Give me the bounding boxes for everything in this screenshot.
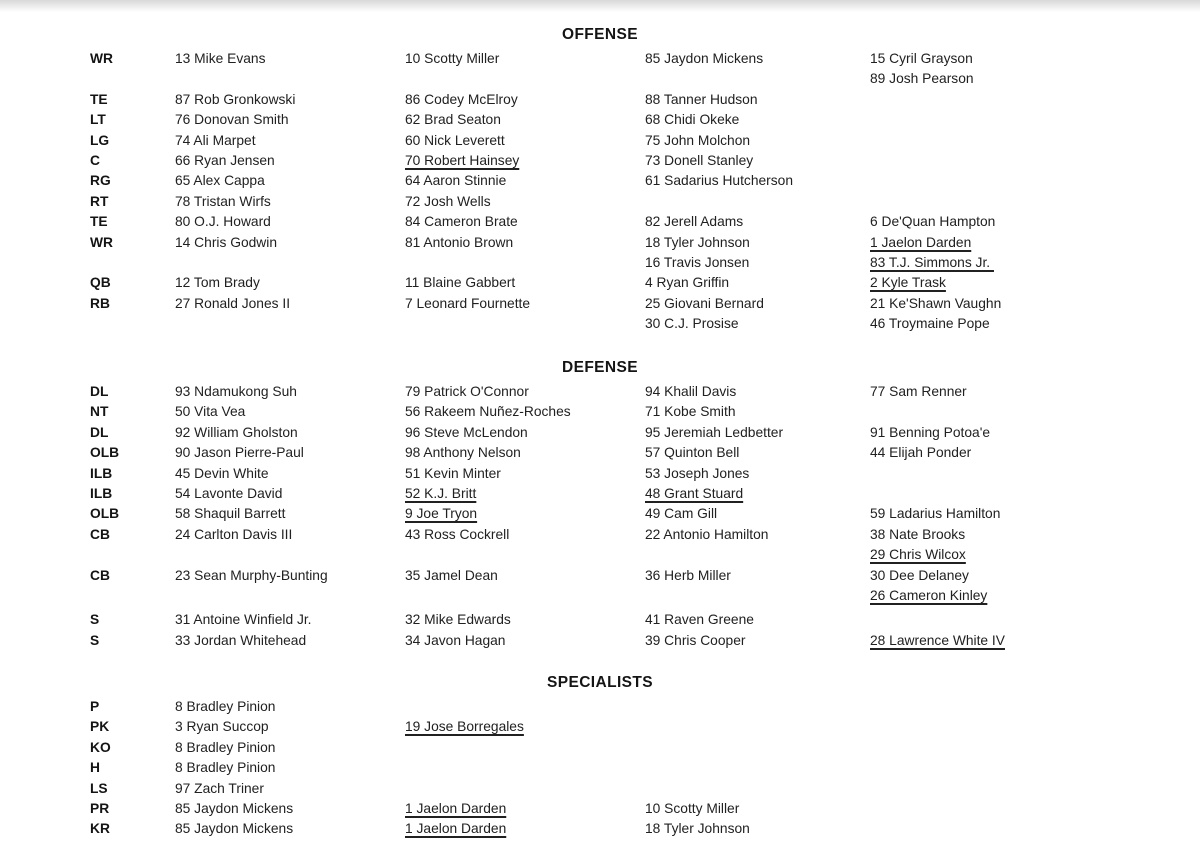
player-entry: 82 Jerell Adams <box>645 214 744 230</box>
player-entry: 35 Jamel Dean <box>405 567 498 583</box>
player-entry-rookie: 2 Kyle Trask <box>870 275 946 291</box>
position-label: ILB <box>90 485 113 501</box>
depth-row <box>0 525 1200 545</box>
player-entry-rookie: 19 Jose Borregales <box>405 719 524 735</box>
player-entry: 93 Ndamukong Suh <box>175 384 297 399</box>
page-top-shadow <box>0 0 1200 12</box>
depth-row <box>0 610 1200 630</box>
player-entry: 77 Sam Renner <box>870 384 967 399</box>
position-label: ILB <box>90 465 113 481</box>
player-entry: 30 C.J. Prosise <box>645 316 739 332</box>
player-entry: 65 Alex Cappa <box>175 173 265 189</box>
player-entry: 13 Mike Evans <box>175 51 266 66</box>
position-label: LT <box>90 112 106 128</box>
player-entry: 73 Donell Stanley <box>645 152 754 168</box>
position-label: DL <box>90 384 109 399</box>
player-entry: 85 Jaydon Mickens <box>645 51 764 66</box>
depth-row <box>0 566 1200 586</box>
position-label: PR <box>90 800 110 816</box>
player-entry: 44 Elijah Ponder <box>870 445 972 461</box>
position-label: RB <box>90 295 110 311</box>
section-title-defense: DEFENSE <box>561 359 638 376</box>
section-specialists <box>0 674 1200 840</box>
depth-row <box>0 717 1200 737</box>
player-entry: 41 Raven Greene <box>645 612 754 628</box>
player-entry: 86 Codey McElroy <box>405 91 518 107</box>
player-entry-rookie: 1 Jaelon Darden <box>870 234 972 250</box>
player-entry-rookie: 1 Jaelon Darden <box>405 800 507 816</box>
depth-row <box>0 631 1200 651</box>
player-entry: 80 O.J. Howard <box>175 214 271 230</box>
position-label: LG <box>90 132 110 148</box>
player-entry: 56 Rakeem Nuñez-Roches <box>405 404 571 420</box>
position-label: WR <box>90 234 113 250</box>
player-entry: 21 Ke'Shawn Vaughn <box>870 295 1002 311</box>
player-entry: 88 Tanner Hudson <box>645 91 758 107</box>
position-label: CB <box>90 567 110 583</box>
position-label: LS <box>90 780 108 796</box>
player-entry: 8 Bradley Pinion <box>175 699 276 714</box>
offense-rows <box>0 49 1200 334</box>
depth-row <box>0 423 1200 443</box>
position-label: S <box>90 632 100 648</box>
position-label: TE <box>90 214 108 230</box>
player-entry: 14 Chris Godwin <box>175 234 277 250</box>
player-entry: 43 Ross Cockrell <box>405 526 510 542</box>
depth-row <box>0 233 1200 253</box>
player-entry: 8 Bradley Pinion <box>175 739 276 755</box>
player-entry: 97 Zach Triner <box>175 780 264 796</box>
player-entry: 18 Tyler Johnson <box>645 821 750 837</box>
player-entry: 25 Giovani Bernard <box>645 295 764 311</box>
defense-rows <box>0 382 1200 651</box>
player-entry: 98 Anthony Nelson <box>405 445 521 461</box>
depth-row <box>0 484 1200 504</box>
position-label: OLB <box>90 445 120 461</box>
player-entry: 87 Rob Gronkowski <box>175 91 296 107</box>
player-entry: 96 Steve McLendon <box>405 424 528 440</box>
player-entry: 8 Bradley Pinion <box>175 760 276 776</box>
player-entry: 24 Carlton Davis III <box>175 526 293 542</box>
player-entry: 7 Leonard Fournette <box>405 295 531 311</box>
player-entry: 15 Cyril Grayson <box>870 51 973 66</box>
player-entry: 12 Tom Brady <box>175 275 260 291</box>
player-entry: 59 Ladarius Hamilton <box>870 506 1001 522</box>
player-entry: 39 Chris Cooper <box>645 632 746 648</box>
depth-row <box>0 545 1200 565</box>
depth-row <box>0 382 1200 402</box>
player-entry: 31 Antoine Winfield Jr. <box>175 612 312 628</box>
player-entry: 34 Javon Hagan <box>405 632 506 648</box>
player-entry-rookie: 52 K.J. Britt <box>405 485 477 501</box>
player-entry: 6 De'Quan Hampton <box>870 214 996 230</box>
player-entry-rookie: 28 Lawrence White IV <box>870 632 1005 648</box>
position-label: H <box>90 760 100 776</box>
depth-row <box>0 586 1200 606</box>
player-entry: 84 Cameron Brate <box>405 214 518 230</box>
player-entry: 89 Josh Pearson <box>870 71 974 87</box>
position-label: TE <box>90 91 108 107</box>
position-label: NT <box>90 404 109 420</box>
depth-row <box>0 131 1200 151</box>
player-entry: 51 Kevin Minter <box>405 465 501 481</box>
player-entry: 10 Scotty Miller <box>645 800 740 816</box>
player-entry: 50 Vita Vea <box>175 404 246 420</box>
depth-row <box>0 69 1200 89</box>
player-entry: 94 Khalil Davis <box>645 384 737 399</box>
player-entry: 60 Nick Leverett <box>405 132 505 148</box>
player-entry-rookie: 9 Joe Tryon <box>405 506 478 522</box>
player-entry: 58 Shaquil Barrett <box>175 506 286 522</box>
player-entry: 4 Ryan Griffin <box>645 275 730 291</box>
depth-row <box>0 212 1200 232</box>
player-entry: 95 Jeremiah Ledbetter <box>645 424 784 440</box>
player-entry: 85 Jaydon Mickens <box>175 821 294 837</box>
player-entry: 53 Joseph Jones <box>645 465 750 481</box>
position-label: S <box>90 612 100 628</box>
player-entry: 32 Mike Edwards <box>405 612 511 628</box>
position-label: C <box>90 152 100 168</box>
depth-row <box>0 49 1200 69</box>
player-entry: 61 Sadarius Hutcherson <box>645 173 794 189</box>
specialists-rows <box>0 697 1200 840</box>
player-entry: 49 Cam Gill <box>645 506 718 522</box>
depth-row <box>0 110 1200 130</box>
player-entry: 91 Benning Potoa'e <box>870 424 991 440</box>
player-entry-rookie: 26 Cameron Kinley <box>870 587 988 603</box>
position-label: KR <box>90 821 110 837</box>
player-entry: 11 Blaine Gabbert <box>405 275 516 291</box>
player-entry: 10 Scotty Miller <box>405 51 500 66</box>
depth-row <box>0 192 1200 212</box>
player-entry: 68 Chidi Okeke <box>645 112 740 128</box>
player-entry: 54 Lavonte David <box>175 485 283 501</box>
section-title-offense: OFFENSE <box>561 26 638 43</box>
depth-row <box>0 799 1200 819</box>
section-title-specialists: SPECIALISTS <box>546 674 654 691</box>
player-entry: 18 Tyler Johnson <box>645 234 750 250</box>
player-entry: 62 Brad Seaton <box>405 112 501 128</box>
depth-row <box>0 819 1200 839</box>
player-entry: 75 John Molchon <box>645 132 751 148</box>
player-entry: 81 Antonio Brown <box>405 234 514 250</box>
section-offense <box>0 26 1200 334</box>
depth-row <box>0 464 1200 484</box>
position-label: WR <box>90 51 113 66</box>
depth-row <box>0 443 1200 463</box>
depth-row <box>0 90 1200 110</box>
player-entry-rookie: 83 T.J. Simmons Jr. <box>870 254 994 270</box>
player-entry: 76 Donovan Smith <box>175 112 289 128</box>
player-entry: 3 Ryan Succop <box>175 719 269 735</box>
position-label: KO <box>90 739 111 755</box>
position-label: DL <box>90 424 109 440</box>
player-entry: 72 Josh Wells <box>405 193 491 209</box>
depth-row <box>0 294 1200 314</box>
depth-row <box>0 758 1200 778</box>
player-entry: 92 William Gholston <box>175 424 298 440</box>
player-entry-rookie: 1 Jaelon Darden <box>405 821 507 837</box>
depth-row <box>0 402 1200 422</box>
section-defense <box>0 359 1200 651</box>
player-entry: 16 Travis Jonsen <box>645 254 750 270</box>
position-label: QB <box>90 275 111 291</box>
player-entry: 74 Ali Marpet <box>175 132 256 148</box>
player-entry: 85 Jaydon Mickens <box>175 800 294 816</box>
position-label: CB <box>90 526 110 542</box>
player-entry: 23 Sean Murphy-Bunting <box>175 567 328 583</box>
player-entry-rookie: 70 Robert Hainsey <box>405 152 520 168</box>
player-entry: 46 Troymaine Pope <box>870 316 990 332</box>
position-label: PK <box>90 719 110 735</box>
depth-row <box>0 253 1200 273</box>
position-label: P <box>90 699 100 714</box>
player-entry: 30 Dee Delaney <box>870 567 969 583</box>
depth-row <box>0 273 1200 293</box>
player-entry: 38 Nate Brooks <box>870 526 966 542</box>
player-entry: 45 Devin White <box>175 465 269 481</box>
player-entry: 79 Patrick O'Connor <box>405 384 529 399</box>
position-label: OLB <box>90 506 120 522</box>
depth-row <box>0 314 1200 334</box>
player-entry: 22 Antonio Hamilton <box>645 526 769 542</box>
player-entry-rookie: 29 Chris Wilcox <box>870 547 966 563</box>
player-entry: 27 Ronald Jones II <box>175 295 291 311</box>
player-entry: 64 Aaron Stinnie <box>405 173 507 189</box>
player-entry: 78 Tristan Wirfs <box>175 193 271 209</box>
player-entry: 90 Jason Pierre-Paul <box>175 445 304 461</box>
depth-row <box>0 171 1200 191</box>
depth-row <box>0 504 1200 524</box>
position-label: RG <box>90 173 111 189</box>
player-entry: 66 Ryan Jensen <box>175 152 275 168</box>
depth-row <box>0 151 1200 171</box>
depth-row <box>0 779 1200 799</box>
player-entry: 33 Jordan Whitehead <box>175 632 307 648</box>
player-entry: 36 Herb Miller <box>645 567 731 583</box>
player-entry: 71 Kobe Smith <box>645 404 736 420</box>
player-entry-rookie: 48 Grant Stuard <box>645 485 744 501</box>
depth-row <box>0 697 1200 717</box>
player-entry: 57 Quinton Bell <box>645 445 740 461</box>
position-label: RT <box>90 193 109 209</box>
depth-row <box>0 738 1200 758</box>
